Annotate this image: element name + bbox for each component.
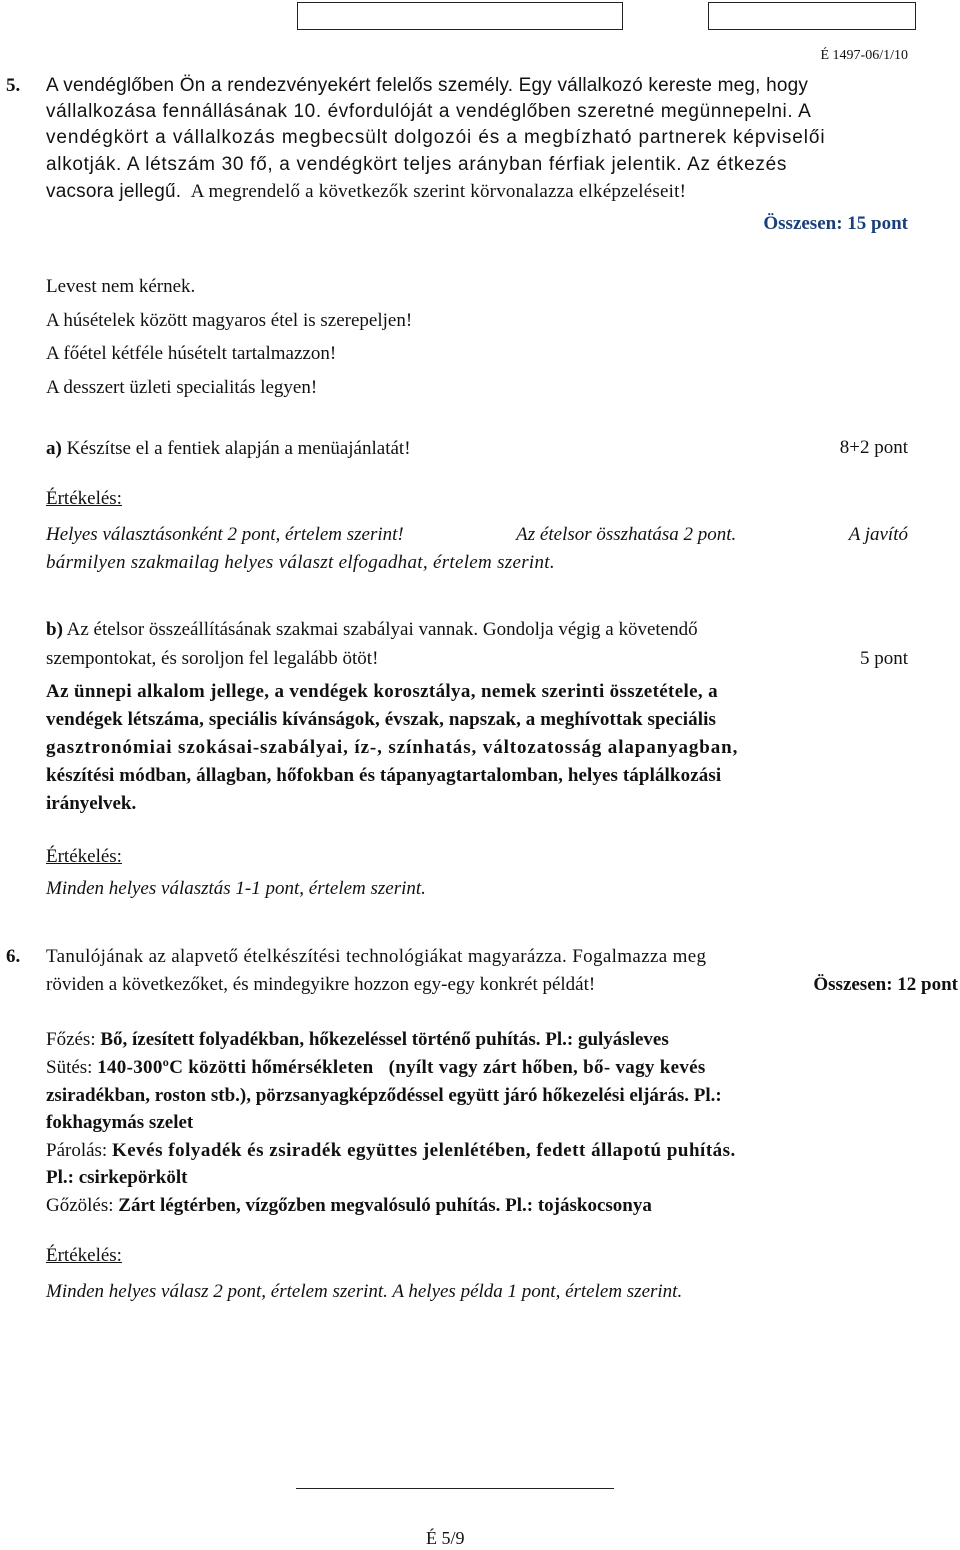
question-5-number: 5. (6, 75, 21, 96)
q5b-points: 5 pont (859, 648, 908, 669)
q5b-answer-line-3: gasztronómiai szokásai-szabályai, íz-, színhatás, változatosság alapanyagban, (46, 737, 739, 758)
q5b-task-line-2: szempontokat, és soroljon fel legalább ötöt! (46, 648, 379, 669)
document-code: É 1497-06/1/10 (820, 48, 908, 63)
q6-def-sutes-2: zsiradékban, roston stb.), pörzsanyagképződéssel együtt járó hőkezelési eljárás. Pl.: (46, 1085, 722, 1106)
question-6-number: 6. (6, 946, 21, 967)
q6-def-parolas-2: Pl.: csirkepörkölt (46, 1167, 188, 1188)
q5b-letter: b) (46, 619, 63, 640)
q5a-eval-line-1 (46, 523, 908, 547)
q6-def-gozoles: Zárt légtérben, vízgőzben megvalósuló puhítás. Pl.: tojáskocsonya (118, 1195, 652, 1216)
q5b-answer-line-2: vendégek létszáma, speciális kívánságok, évszak, napszak, a meghívottak speciális (46, 709, 716, 730)
q6-item-fozes (46, 1028, 669, 1052)
q5a-text: Készítse el a fentiek alapján a menüajánlatát! (61, 438, 411, 459)
q5b-eval-label: Értékelés: (46, 846, 122, 867)
q6-eval-text: Minden helyes válasz 2 pont, értelem szerint. A helyes példa 1 pont, értelem szerint. (46, 1281, 683, 1302)
q5-intro-text-5b: A megrendelő a következők szerint körvonalazza elképzeléseit! (190, 181, 687, 202)
q5b-eval-text: Minden helyes választás 1-1 pont, értelem szerint. (46, 878, 426, 899)
header-box-right (708, 2, 916, 30)
q5-intro-line-2: vállalkozása fennállásának 10. évfordulóját a vendéglőben szeretné megünnepelni. A (46, 101, 812, 122)
q5a-points: 8+2 pont (839, 437, 908, 458)
q5a-eval-1a: Helyes választásonként 2 pont, értelem szerint! (46, 524, 404, 545)
q5-intro-line-3: vendégkört a vállalkozás megbecsült dolgozói és a megbízható partnerek képviselői (46, 127, 826, 148)
q6-def-parolas-1: Kevés folyadék és zsiradék együttes jelenlétében, fedett állapotú puhítás. (111, 1140, 736, 1161)
q6-term-parolas: Párolás: (46, 1140, 108, 1161)
q6-item-gozoles (46, 1194, 652, 1218)
q5-intro-text-5a: vacsora jellegű. (46, 181, 182, 202)
footer-rule (296, 1488, 614, 1489)
q6-total-points: Összesen: 12 pont (813, 974, 958, 995)
q5a-eval-line-2: bármilyen szakmailag helyes választ elfogadhat, értelem szerint. (46, 552, 555, 573)
q5-intro-text-1: A vendéglőben Ön a rendezvényekért felelős személy. Egy vállalkozó kereste meg, hogy (46, 75, 809, 96)
q6-def-sutes-3: fokhagymás szelet (46, 1112, 194, 1133)
q5a-eval-1c: A javító (848, 524, 908, 545)
q6-term-gozoles: Gőzölés: (46, 1195, 114, 1216)
header-box-left (297, 2, 623, 30)
q6-term-fozes: Főzés: (46, 1029, 96, 1050)
q6-eval-label: Értékelés: (46, 1245, 122, 1266)
q5-condition-3: A főétel kétféle húsételt tartalmazzon! (46, 343, 337, 364)
q5-intro-line-5 (46, 180, 686, 204)
q5b-answer-line-5: irányelvek. (46, 793, 137, 814)
q6-term-sutes: Sütés: (46, 1057, 93, 1078)
q6-def-fozes: Bő, ízesített folyadékban, hőkezeléssel történő puhítás. Pl.: gulyásleves (100, 1029, 669, 1050)
q5-intro-line-4: alkotják. A létszám 30 fő, a vendégkört teljes arányban férfiak jelentik. Az étkezés (46, 154, 788, 175)
q6-task-line-1: Tanulójának az alapvető ételkészítési technológiákat magyarázza. Fogalmazza meg (46, 946, 707, 967)
q5-condition-1: Levest nem kérnek. (46, 276, 196, 297)
q5b-task-line-1 (46, 618, 698, 642)
q5b-answer-line-1: Az ünnepi alkalom jellege, a vendégek korosztálya, nemek szerinti összetétele, a (46, 681, 718, 702)
page-number: É 5/9 (426, 1528, 465, 1548)
q6-item-parolas (46, 1139, 736, 1163)
q5a-task (46, 437, 411, 461)
q6-task-line-2: röviden a következőket, és mindegyikre hozzon egy-egy konkrét példát! (46, 974, 596, 995)
q5a-eval-label: Értékelés: (46, 488, 122, 509)
q5-intro-line-1 (46, 74, 908, 98)
q5a-eval-1b: Az ételsor összhatása 2 pont. (516, 524, 737, 545)
q5b-answer-line-4: készítési módban, állagban, hőfokban és tápanyagtartalomban, helyes táplálkozási (46, 765, 722, 786)
q5-total-points: Összesen: 15 pont (763, 213, 908, 234)
q6-def-sutes-1: 140-300ºC közötti hőmérsékleten (nyílt vagy zárt hőben, bő- vagy kevés (97, 1057, 706, 1078)
q6-item-sutes (46, 1056, 706, 1080)
q5-condition-2: A húsételek között magyaros étel is szerepeljen! (46, 310, 413, 331)
q5a-letter: a) (46, 438, 62, 459)
q5-condition-4: A desszert üzleti specialitás legyen! (46, 377, 318, 398)
q5b-text-1: Az ételsor összeállításának szakmai szabályai vannak. Gondolja végig a követendő (62, 619, 698, 640)
